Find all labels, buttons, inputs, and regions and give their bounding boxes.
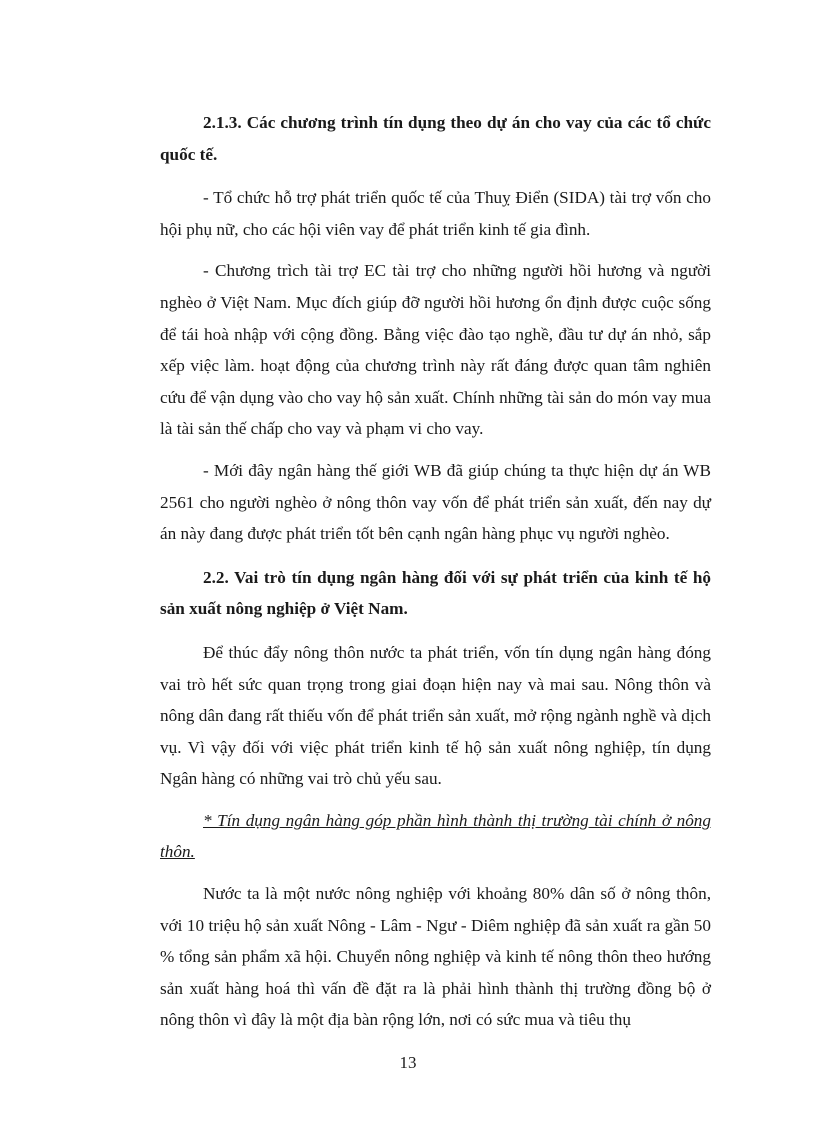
paragraph-sida: - Tổ chức hỗ trợ phát triển quốc tế của Thuỵ Điển (SIDA) tài trợ vốn cho hội phụ nữ, cho các hội viên vay để phát triển kinh tế gia đình.	[160, 188, 711, 239]
paragraph-body: Nước ta là một nước nông nghiệp với khoảng 80% dân số ở nông thôn, với 10 triệu hộ sản xuất Nông - Lâm - Ngư - Diêm nghiệp đã sản xuất ra gần 50 % tổng sản phẩm xã hội. Chuyển nông nghiệp và kinh tế nông thôn theo hướng sản xuất hàng hoá thì vấn đề đặt ra là phải hình thành thị trường đồng bộ ở nông thôn vì đây là một địa bàn rộng lớn, nơi có sức mua và tiêu thụ	[160, 884, 711, 1030]
page-content	[160, 107, 711, 1036]
paragraph-ec-program: - Chương trìch tài trợ EC tài trợ cho những người hồi hương và người nghèo ở Việt Nam. Mục đích giúp đỡ người hồi hương ổn định được cuộc sống để tái hoà nhập với cộng đồng. Bằng việc đào tạo nghề, đầu tư dự án nhỏ, sắp xếp việc làm. hoạt động của chương trình này rất đáng được quan tâm nghiên cứu để vận dụng vào cho vay hộ sản xuất. Chính những tài sản do món vay mua là tài sản thế chấp cho vay và phạm vi cho vay.	[160, 261, 711, 439]
page-number: 13	[399, 1053, 417, 1072]
paragraph-wb-project: - Mới đây ngân hàng thế giới WB đã giúp chúng ta thực hiện dự án WB 2561 cho người nghèo ở nông thôn vay vốn để phát triển sản xuất, đến nay dự án này đang được phát triển tốt bên cạnh ngân hàng phục vụ người nghèo.	[160, 460, 711, 544]
section-heading-2-2: 2.2. Vai trò tín dụng ngân hàng đối với sự phát triển của kinh tế hộ sản xuất nông nghiệp ở Việt Nam.	[160, 567, 711, 619]
section-heading-2-1-3: 2.1.3. Các chương trình tín dụng theo dự án cho vay của các tổ chức quốc tế.	[160, 113, 711, 164]
italic-subheading: * Tín dụng ngân hàng góp phần hình thành thị trường tài chính ở nông thôn.	[160, 810, 711, 862]
paragraph-intro: Để thúc đẩy nông thôn nước ta phát triển, vốn tín dụng ngân hàng đóng vai trò hết sức quan trọng trong giai đoạn hiện nay và mai sau. Nông thôn và nông dân đang rất thiếu vốn để phát triển sản xuất, mở rộng ngành nghề và dịch vụ. Vì vậy đối với việc phát triển kinh tế hộ sản xuất nông nghiệp, tín dụng Ngân hàng có những vai trò chủ yếu sau.	[160, 642, 711, 789]
